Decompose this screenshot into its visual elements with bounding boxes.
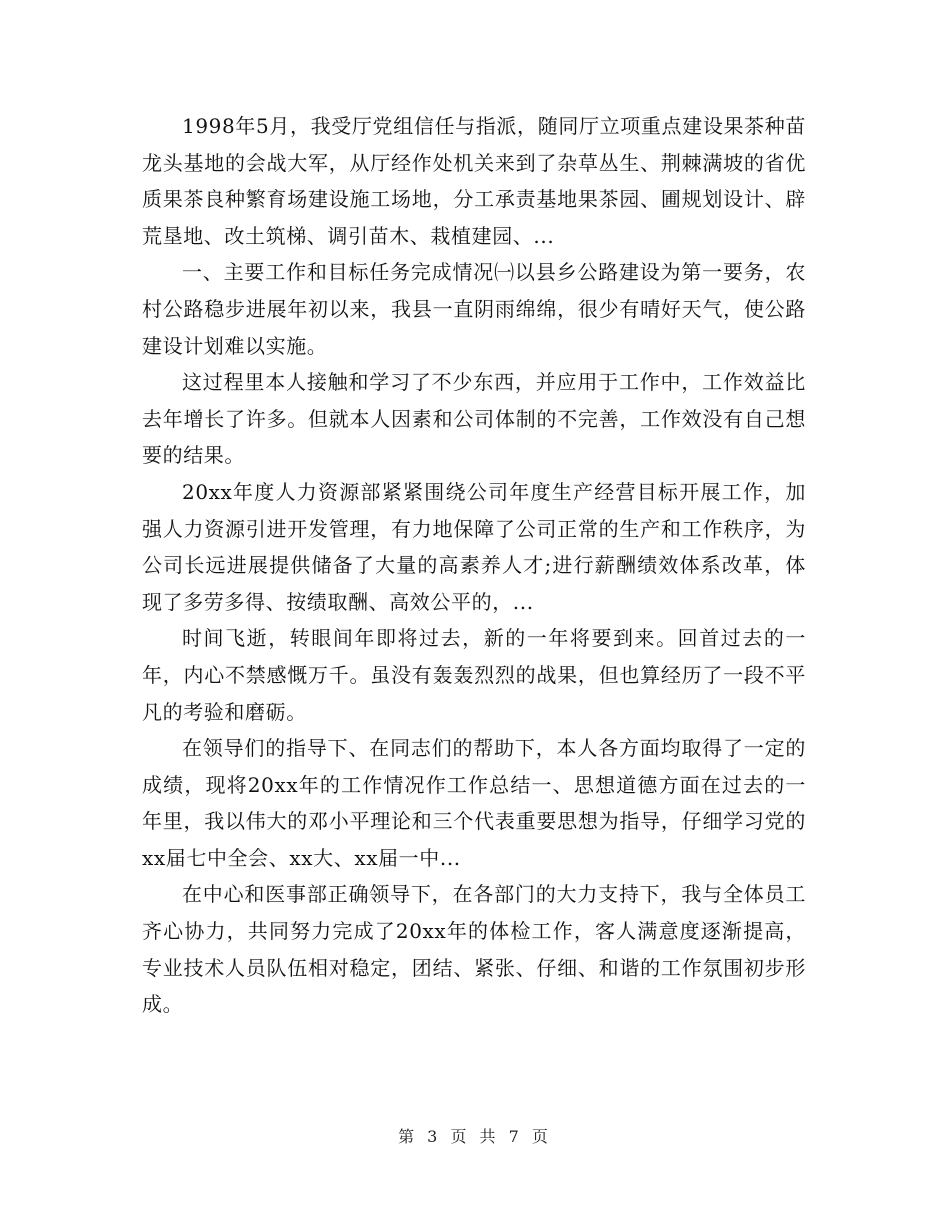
paragraph-3: 这过程里本人接触和学习了不少东西，并应用于工作中，工作效益比去年增长了许多。但就本人因素和公司体制的不完善，工作效没有自己想要的结果。 xyxy=(142,370,806,468)
page-number-footer: 第 3 页 共 7 页 xyxy=(398,1127,552,1146)
paragraph-6: 在领导们的指导下、在同志们的帮助下，本人各方面均取得了一定的成绩，现将20xx年的工作情况作工作总结一、思想道德方面在过去的一年里，我以伟大的邓小平理论和三个代表重要思想为指导，仔细学习党的xx届七中全会、xx大、xx届一中... xyxy=(142,736,806,870)
document-body xyxy=(142,108,806,1023)
paragraph-5: 时间飞逝，转眼间年即将过去，新的一年将要到来。回首过去的一年，内心不禁感慨万千。虽没有轰轰烈烈的战果，但也算经历了一段不平凡的考验和磨砺。 xyxy=(142,626,806,724)
paragraph-7: 在中心和医事部正确领导下，在各部门的大力支持下，我与全体员工齐心协力，共同努力完成了20xx年的体检工作，客人满意度逐渐提高，专业技术人员队伍相对稳定，团结、紧张、仔细、和谐的工作氛围初步形成。 xyxy=(142,882,806,1017)
paragraph-4: 20xx年度人力资源部紧紧围绕公司年度生产经营目标开展工作，加强人力资源引进开发管理，有力地保障了公司正常的生产和工作秩序，为公司长远进展提供储备了大量的高素养人才;进行薪酬绩效体系改革，体现了多劳多得、按绩取酬、高效公平的，... xyxy=(142,479,806,614)
paragraph-1: 1998年5月，我受厅党组信任与指派，随同厅立项重点建设果茶种苗龙头基地的会战大军，从厅经作处机关来到了杂草丛生、荆棘满坡的省优质果茶良种繁育场建设施工场地，分工承责基地果茶园、圃规划设计、辟荒垦地、改土筑梯、调引苗木、栽植建园、... xyxy=(142,114,806,248)
paragraph-2: 一、主要工作和目标任务完成情况㈠以县乡公路建设为第一要务，农村公路稳步进展年初以来，我县一直阴雨绵绵，很少有晴好天气，使公路建设计划难以实施。 xyxy=(142,260,806,358)
